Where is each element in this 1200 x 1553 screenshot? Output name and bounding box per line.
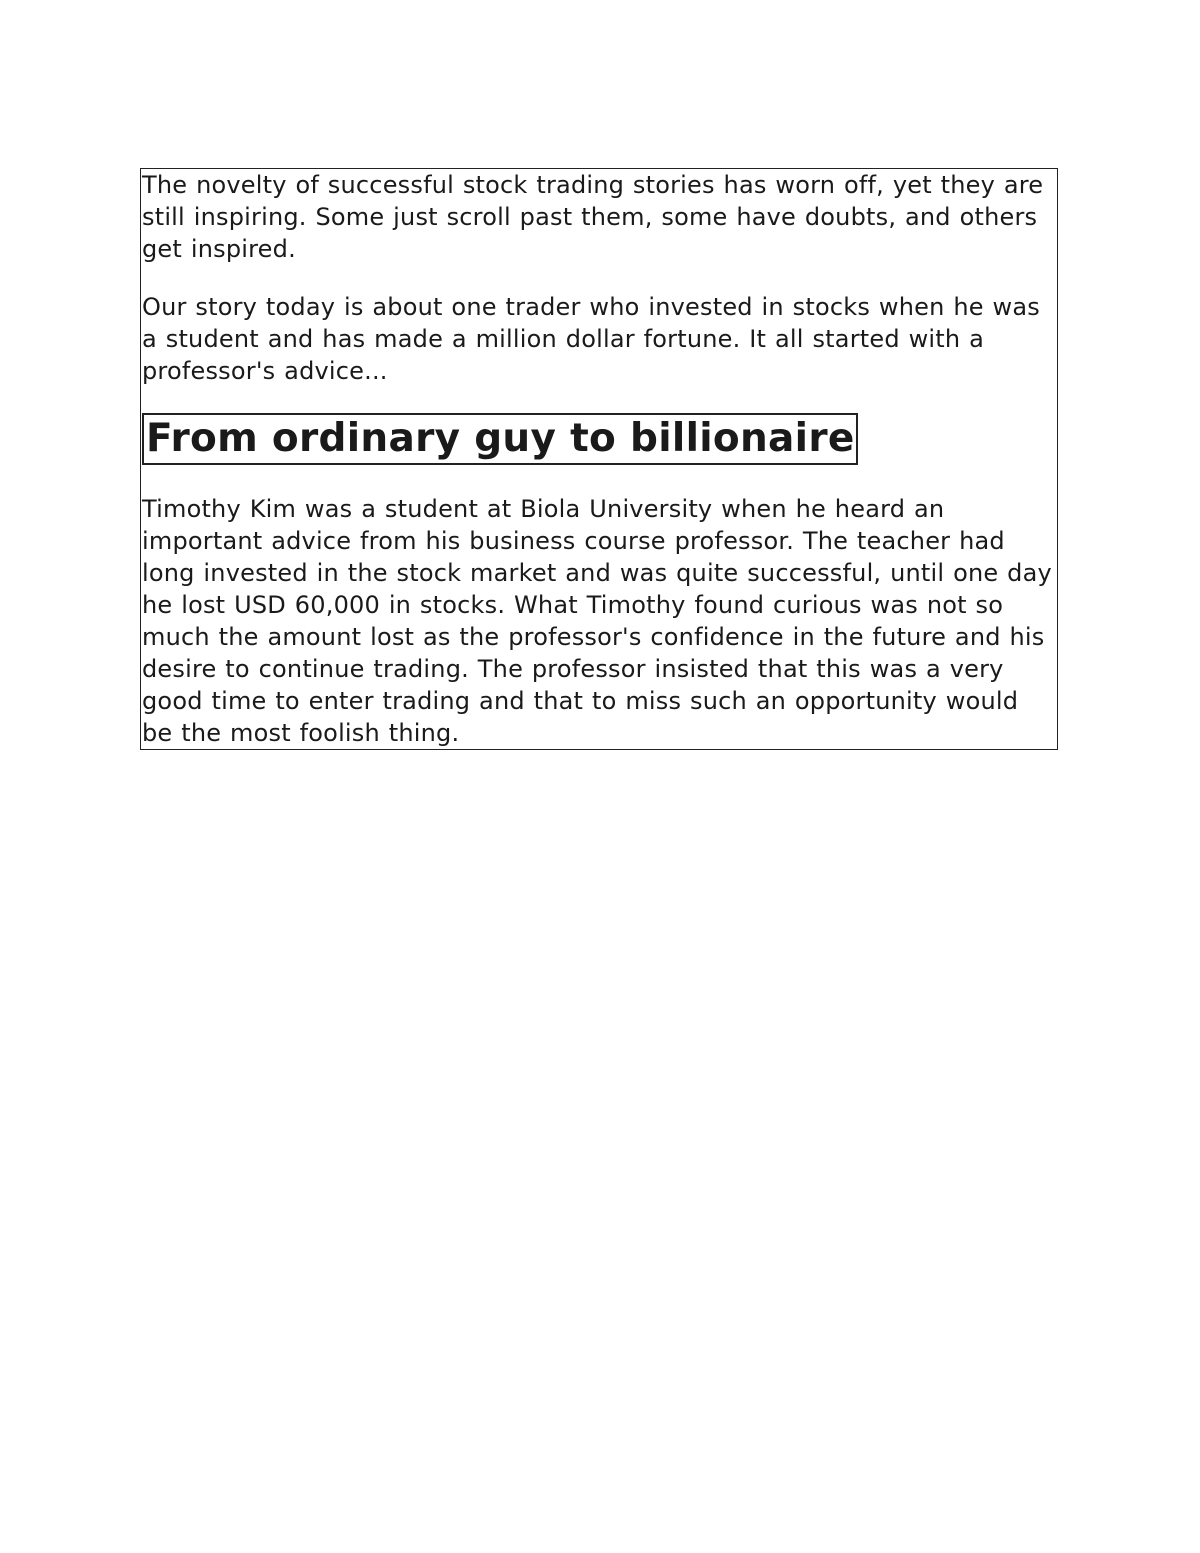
intro-paragraph: The novelty of successful stock trading stories has worn off, yet they are still inspiring. Some just scroll past them, some have doubts, and others get inspired. — [142, 171, 1044, 263]
body-paragraph: Timothy Kim was a student at Biola University when he heard an important advice from his business course professor. The teacher had long invested in the stock market and was quite successful, until one day he lost USD 60,000 in stocks. What Timothy found curious was not so much the amount lost as the professor's confidence in the future and his desire to continue trading. The professor insisted that this was a very good time to enter trading and that to miss such an opportunity would be the most foolish thing. — [142, 495, 1052, 747]
heading-container — [142, 413, 1057, 465]
story-paragraph: Our story today is about one trader who invested in stocks when he was a student and has made a million dollar fortune. It all started with a professor's advice... — [142, 293, 1040, 385]
article-content — [140, 168, 1058, 750]
section-heading: From ordinary guy to billionaire — [142, 413, 858, 465]
